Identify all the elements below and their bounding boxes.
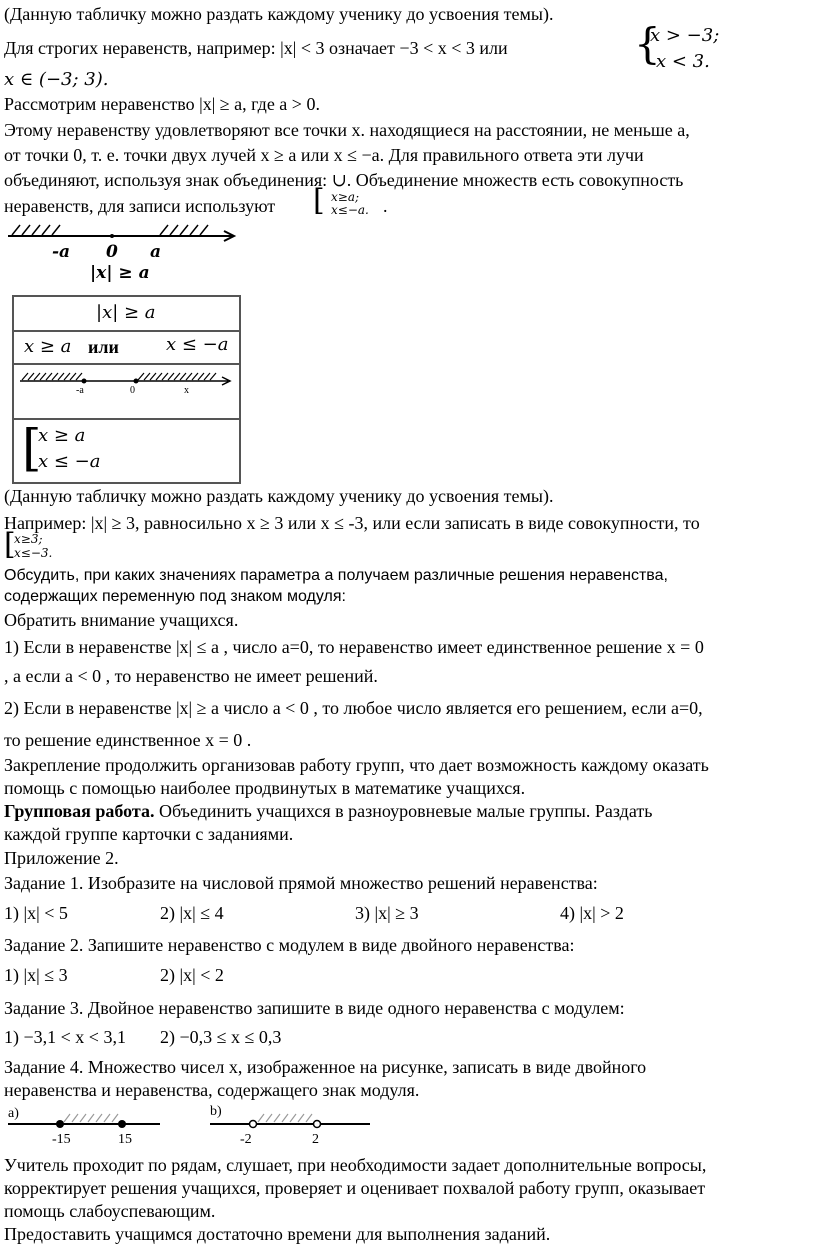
appendix-label: Приложение 2. (4, 848, 119, 868)
case-2-line-1: 2) Если в неравенстве |x| ≥ a число a < 0 , то любое число является его решением, если a=0, (4, 698, 703, 718)
fig1-a-label: a (150, 242, 162, 262)
example-set-1: x≥3; (14, 532, 43, 546)
note-line-2: (Данную табличку можно раздать каждому ученику до усвоения темы). (4, 486, 554, 506)
interval-line: x ∈ (−3; 3). (4, 69, 109, 90)
fig2-a-right: 15 (118, 1132, 132, 1147)
task-1-item-1: 1) |x| < 5 (4, 903, 68, 923)
paragraph-line-3: объединяют, используя знак объединения: ∪. Объединение множеств есть совокупность (4, 170, 684, 190)
consolidation-line-1: Закрепление продолжить организовав работу групп, что дает возможность каждому оказать (4, 755, 709, 775)
task-1-item-2: 2) |x| ≤ 4 (160, 903, 224, 923)
table-set-bracket: [ (22, 419, 42, 477)
consider-line: Рассмотрим неравенство |x| ≥ a, где a > 0. (4, 94, 320, 114)
task-3-title: Задание 3. Двойное неравенство запишите в виде одного неравенства с модулем: (4, 998, 625, 1018)
example-set-2: x≤−3. (14, 546, 53, 560)
closing-line-4: Предоставить учащимся достаточно времени для выполнения заданий. (4, 1224, 551, 1244)
set-line-1: x≥a; (331, 190, 360, 204)
task-4-title: Задание 4. Множество чисел x, изображенное на рисунке, записать в виде двойного (4, 1057, 647, 1077)
table-row4-line1: x ≥ a (38, 425, 86, 446)
strict-inequality-line: Для строгих неравенств, например: |x| < 3 означает −3 < x < 3 или (4, 38, 508, 58)
fig2-b-left: -2 (240, 1132, 252, 1147)
task-1-title: Задание 1. Изобразите на числовой прямой множество решений неравенства: (4, 873, 598, 893)
closing-line-3: помощь слабоуспевающим. (4, 1201, 216, 1221)
fig2-b-label: b) (210, 1104, 222, 1119)
closing-line-1: Учитель проходит по рядам, слушает, при необходимости задает дополнительные вопросы, (4, 1155, 707, 1175)
closing-line-2: корректирует решения учащихся, проверяет и оценивает похвалой работу групп, оказывает (4, 1178, 706, 1198)
table-row2-right: x ≤ −a (166, 334, 229, 355)
example-line: Например: |x| ≥ 3, равносильно x ≥ 3 или x ≤ -3, или если записать в виде совокупности, то (4, 513, 700, 533)
attention-line: Обратить внимание учащихся. (4, 610, 239, 630)
case-2-line-2: то решение единственное x = 0 . (4, 730, 252, 750)
fig1-zero-label: 0 (106, 242, 118, 262)
discuss-line-2: содержащих переменную под знаком модуля: (4, 588, 346, 605)
task-3-item-2: 2) −0,3 ≤ x ≤ 0,3 (160, 1027, 282, 1047)
set-bracket: [ (313, 183, 325, 218)
case-1-line-1: 1) Если в неравенстве |x| ≤ a , число a=0, то неравенство имеет единственное решение x = 0 (4, 637, 704, 657)
table-row1-text: |x| ≥ a (96, 302, 156, 323)
system-brace: { (634, 19, 661, 68)
paragraph-line-4: неравенств, для записи используют (4, 196, 276, 216)
group-work-line-2: каждой группе карточки с заданиями. (4, 824, 294, 844)
note-line-1: (Данную табличку можно раздать каждому ученику до усвоения темы). (4, 4, 554, 24)
fig2-a-label: a) (8, 1106, 19, 1121)
group-work-text: Объединить учащихся в разноуровневые малые группы. Раздать (154, 801, 653, 821)
table-row2-left: x ≥ a (24, 336, 72, 357)
fig2-b-right: 2 (312, 1132, 319, 1147)
table-row2-mid: или (88, 337, 119, 357)
discuss-line-1: Обсудить, при каких значениях параметра a получаем различные решения неравенства, (4, 567, 668, 584)
system-line-2: x < 3. (656, 51, 710, 72)
task-2-title: Задание 2. Запишите неравенство с модулем в виде двойного неравенства: (4, 935, 575, 955)
task-2-item-2: 2) |x| < 2 (160, 965, 224, 985)
set-line-2: x≤−a. (331, 203, 369, 217)
table-zero-label: 0 (130, 385, 135, 396)
table-x-label: x (184, 385, 189, 396)
consolidation-line-2: помощь с помощью наиболее продвинутых в математике учащихся. (4, 778, 526, 798)
set-end-dot: . (383, 196, 388, 216)
table-neg-a-label: -a (76, 385, 84, 396)
system-line-1: x > −3; (650, 25, 720, 46)
paragraph-line-2: от точки 0, т. е. точки двух лучей x ≥ a или x ≤ −a. Для правильного ответа эти лучи (4, 145, 644, 165)
paragraph-line-1: Этому неравенству удовлетворяют все точки x. находящиеся на расстоянии, не меньше a, (4, 120, 690, 140)
task-2-item-1: 1) |x| ≤ 3 (4, 965, 68, 985)
fig2-a-left: -15 (52, 1132, 71, 1147)
fig1-neg-a-label: -a (52, 242, 71, 262)
task-1-item-4: 4) |x| > 2 (560, 903, 624, 923)
fig1-caption: |x| ≥ a (90, 263, 150, 283)
task-1-item-3: 3) |x| ≥ 3 (355, 903, 419, 923)
case-1-line-2: , а если a < 0 , то неравенство не имеет решений. (4, 666, 378, 686)
example-bracket: [ (4, 527, 16, 562)
table-row4-line2: x ≤ −a (38, 451, 101, 472)
task-3-item-1: 1) −3,1 < x < 3,1 (4, 1027, 126, 1047)
task-4-line-2: неравенства и неравенства, содержащего знак модуля. (4, 1080, 420, 1100)
group-work-heading: Групповая работа. (4, 801, 155, 821)
